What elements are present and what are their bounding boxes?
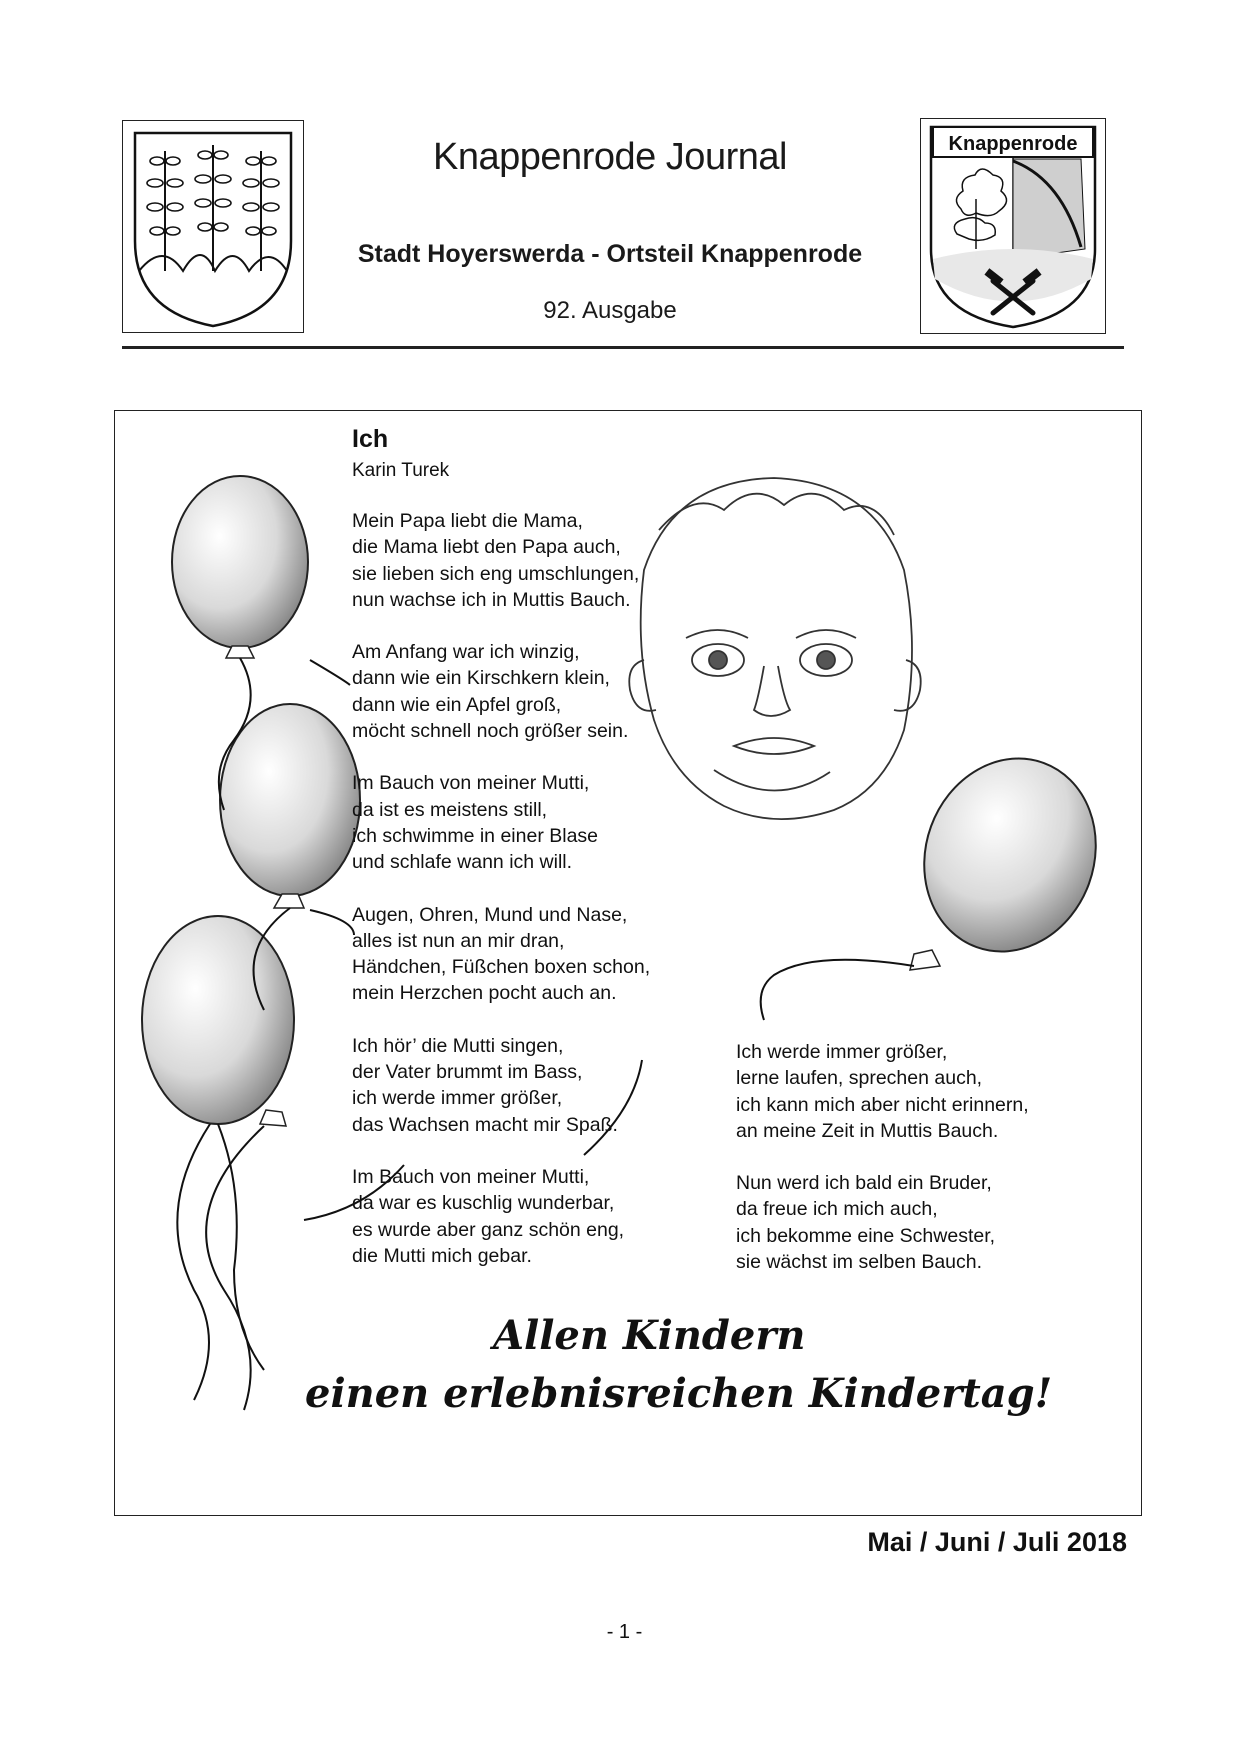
poem-line: es wurde aber ganz schön eng, (352, 1218, 625, 1241)
poem-line: Am Anfang war ich winzig, (352, 641, 580, 664)
greeting-line-1: Allen Kindern (493, 1312, 806, 1359)
poem-line: Im Bauch von meiner Mutti, (352, 772, 590, 795)
poem-line: ich kann mich aber nicht erinnern, (736, 1093, 1029, 1116)
poem-right-column (736, 1039, 1029, 1275)
poem-line: die Mama liebt den Papa auch, (352, 536, 621, 559)
poem-line: Augen, Ohren, Mund und Nase, (352, 903, 628, 926)
poem-line: dann wie ein Apfel groß, (352, 693, 562, 716)
stanza-gap (352, 613, 650, 639)
poem-line: sie lieben sich eng umschlungen, (352, 562, 640, 585)
greeting-line-2: einen erlebnisreichen Kindertag! (305, 1370, 1053, 1417)
oak-trees-crest-icon (122, 120, 304, 333)
poem-line: ich bekomme eine Schwester, (736, 1224, 996, 1247)
stanza-gap (352, 876, 650, 902)
poem-line: Ich werde immer größer, (736, 1041, 948, 1063)
issue-number: 92. Ausgabe (543, 297, 677, 324)
stanza-gap (736, 1144, 1029, 1170)
poem-line: nun wachse ich in Muttis Bauch. (352, 588, 631, 611)
poem-line: alles ist nun an mir dran, (352, 929, 565, 952)
page-title: Knappenrode Journal (433, 136, 787, 178)
poem-line: ich werde immer größer, (352, 1087, 563, 1110)
poem-line: Mein Papa liebt die Mama, (352, 510, 583, 532)
poem-line: möcht schnell noch größer sein. (352, 720, 629, 743)
poem-line: lerne laufen, sprechen auch, (736, 1067, 983, 1090)
poem-title: Ich (352, 425, 389, 453)
poem-line: da ist es meistens still, (352, 798, 548, 821)
poem-line: die Mutti mich gebar. (352, 1244, 532, 1267)
tree-and-hammers-crest-icon (920, 118, 1106, 334)
poem-line: ich schwimme in einer Blase (352, 824, 599, 847)
balloon-icon (898, 734, 1123, 976)
poem-line: dann wie ein Kirschkern klein, (352, 667, 610, 690)
balloon-icon (172, 476, 308, 658)
subtitle: Stadt Hoyerswerda - Ortsteil Knappenrode (357, 240, 863, 268)
balloon-icon (220, 704, 360, 908)
stanza-gap (352, 744, 650, 770)
poem-line: an meine Zeit in Muttis Bauch. (736, 1119, 999, 1142)
header-divider (122, 346, 1124, 349)
poem-line: Händchen, Füßchen boxen schon, (352, 956, 651, 979)
page-number: - 1 - (606, 1621, 643, 1643)
poem-line: Nun werd ich bald ein Bruder, (736, 1172, 992, 1195)
poem-line: das Wachsen macht mir Spaß. (352, 1113, 618, 1136)
poem-line: Im Bauch von meiner Mutti, (352, 1165, 590, 1188)
poem-line: Ich hör’ die Mutti singen, (352, 1034, 564, 1057)
balloon-icon (142, 916, 294, 1126)
poem-line: der Vater brummt im Bass, (352, 1061, 583, 1084)
issue-date: Mai / Juni / Juli 2018 (867, 1527, 1127, 1557)
poem-line: und schlafe wann ich will. (352, 851, 573, 874)
child-face-icon (629, 478, 920, 819)
crest-label: Knappenrode (948, 133, 1078, 155)
poem-line: da freue ich mich auch, (736, 1198, 938, 1221)
poem-author: Karin Turek (352, 460, 450, 481)
stanza-gap (352, 1138, 650, 1164)
stanza-gap (352, 1007, 650, 1033)
poem-line: mein Herzchen pocht auch an. (352, 982, 617, 1005)
poem-left-column (352, 508, 650, 1269)
poem-line: sie wächst im selben Bauch. (736, 1251, 983, 1274)
poem-line: da war es kuschlig wunderbar, (352, 1192, 615, 1215)
